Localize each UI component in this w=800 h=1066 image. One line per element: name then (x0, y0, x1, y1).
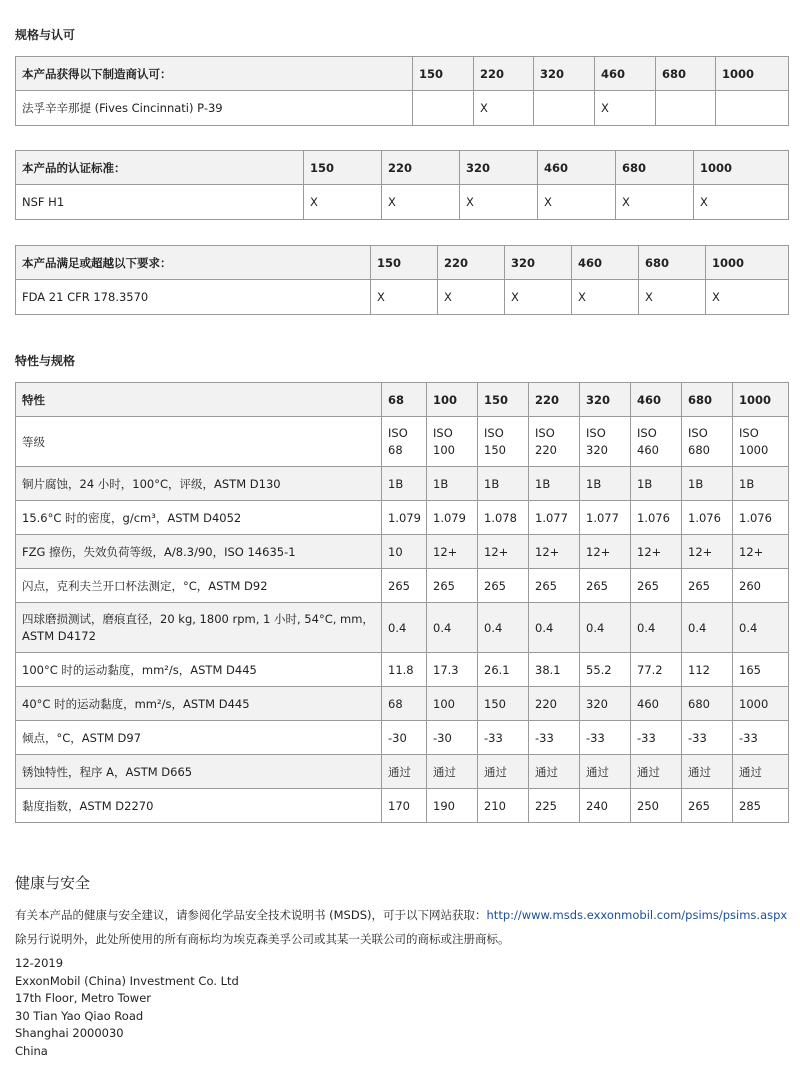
address-country: China (15, 1043, 48, 1058)
grade-header: 680 (639, 246, 706, 280)
row-label: 铜片腐蚀，24 小时，100°C，评级，ASTM D130 (16, 467, 382, 501)
table-cell: 0.4 (580, 603, 631, 653)
table-cell: 1.076 (733, 501, 789, 535)
table-cell: 38.1 (529, 653, 580, 687)
table-cell: 12+ (427, 535, 478, 569)
table-cell: 0.4 (529, 603, 580, 653)
table-cell: 12+ (631, 535, 682, 569)
table-cell: 190 (427, 789, 478, 823)
grade-header: 460 (595, 57, 656, 91)
table-cell: ISO 100 (427, 417, 478, 467)
table-cell: 通过 (580, 755, 631, 789)
table-cell: 680 (682, 687, 733, 721)
row-label: FZG 擦伤，失效负荷等级，A/8.3/90，ISO 14635-1 (16, 535, 382, 569)
table-row (16, 280, 789, 315)
table-cell: 1B (478, 467, 529, 501)
table-cell: 68 (382, 687, 427, 721)
grade-header: 150 (304, 151, 382, 185)
table-cell: 12+ (529, 535, 580, 569)
address-line: 17th Floor, Metro Tower (15, 991, 151, 1005)
grade-header: 220 (529, 383, 580, 417)
grade-header: 100 (427, 383, 478, 417)
doc-date: 12-2019 (15, 956, 64, 970)
table-row (16, 569, 789, 603)
table-cell: X (438, 280, 505, 315)
table-row (16, 417, 789, 467)
grade-header: 320 (580, 383, 631, 417)
table-cell: 12+ (733, 535, 789, 569)
table-cell: 0.4 (682, 603, 733, 653)
grade-header: 1000 (733, 383, 789, 417)
grade-header: 460 (538, 151, 616, 185)
table-cell: ISO 220 (529, 417, 580, 467)
table-header-row (16, 151, 789, 185)
grade-header: 68 (382, 383, 427, 417)
table-row (16, 687, 789, 721)
grade-header: 150 (478, 383, 529, 417)
table-cell: 0.4 (382, 603, 427, 653)
table-cell: X (371, 280, 438, 315)
row-label: 100°C 时的运动黏度，mm²/s，ASTM D445 (16, 653, 382, 687)
table-cell: 265 (478, 569, 529, 603)
grade-header: 680 (682, 383, 733, 417)
table-cell: 1B (733, 467, 789, 501)
table-cell: ISO 460 (631, 417, 682, 467)
grade-header: 1000 (694, 151, 789, 185)
table-cell: ISO 320 (580, 417, 631, 467)
row-label: 40°C 时的运动黏度，mm²/s，ASTM D445 (16, 687, 382, 721)
grade-header: 150 (371, 246, 438, 280)
table-cell: 77.2 (631, 653, 682, 687)
table-cell: 460 (631, 687, 682, 721)
grade-header: 460 (631, 383, 682, 417)
table-cell: 265 (631, 569, 682, 603)
grade-header: 220 (438, 246, 505, 280)
table-header-label: 本产品满足或超越以下要求： (16, 246, 371, 280)
table-cell: 1B (631, 467, 682, 501)
table-cell: X (616, 185, 694, 220)
table-cell: 通过 (733, 755, 789, 789)
company-name: ExxonMobil (China) Investment Co. Ltd (15, 973, 239, 988)
certification-table (15, 150, 789, 220)
table-cell (534, 91, 595, 126)
table-row (16, 91, 789, 126)
row-label: 等级 (16, 417, 382, 467)
table-row (16, 721, 789, 755)
row-label: 15.6°C 时的密度，g/cm³，ASTM D4052 (16, 501, 382, 535)
table-row (16, 755, 789, 789)
table-cell: 12+ (580, 535, 631, 569)
table-cell: 165 (733, 653, 789, 687)
table-cell (656, 91, 716, 126)
table-header-label: 本产品获得以下制造商认可： (16, 57, 413, 91)
row-label: NSF H1 (16, 185, 304, 220)
table-cell: 265 (682, 789, 733, 823)
table-cell: X (460, 185, 538, 220)
table-cell: 1000 (733, 687, 789, 721)
row-label: 闪点，克利夫兰开口杯法测定，°C，ASTM D92 (16, 569, 382, 603)
trademark-paragraph: 除另行说明外，此处所使用的所有商标均为埃克森美孚公司或其某一关联公司的商标或注册商标。 (15, 932, 510, 946)
table-cell: 320 (580, 687, 631, 721)
table-row (16, 501, 789, 535)
table-cell: X (382, 185, 460, 220)
company-address (15, 955, 239, 1060)
table-cell: 1B (529, 467, 580, 501)
row-label: 锈蚀特性，程序 A，ASTM D665 (16, 755, 382, 789)
row-label: 四球磨损测试，磨痕直径，20 kg, 1800 rpm, 1 小时, 54°C, mm，ASTM D4172 (16, 603, 382, 653)
table-cell: 0.4 (427, 603, 478, 653)
table-header-row (16, 383, 789, 417)
table-cell: 1B (580, 467, 631, 501)
table-cell: -33 (580, 721, 631, 755)
table-cell: 通过 (631, 755, 682, 789)
grade-header: 220 (474, 57, 534, 91)
section-title-properties: 特性与规格 (15, 354, 76, 368)
oem-approvals-table (15, 56, 789, 126)
table-cell: -33 (529, 721, 580, 755)
table-cell: 170 (382, 789, 427, 823)
table-row (16, 653, 789, 687)
table-header-label: 本产品的认证标准： (16, 151, 304, 185)
table-cell: 265 (427, 569, 478, 603)
table-cell: ISO 1000 (733, 417, 789, 467)
table-cell: X (694, 185, 789, 220)
row-label: 倾点，°C，ASTM D97 (16, 721, 382, 755)
table-header-label: 特性 (16, 383, 382, 417)
table-row (16, 789, 789, 823)
table-cell: X (538, 185, 616, 220)
table-cell: 10 (382, 535, 427, 569)
table-cell: 1B (427, 467, 478, 501)
grade-header: 320 (460, 151, 538, 185)
table-cell: 1.076 (682, 501, 733, 535)
table-cell: 220 (529, 687, 580, 721)
table-cell: -33 (631, 721, 682, 755)
table-cell: 265 (580, 569, 631, 603)
grade-header: 320 (534, 57, 595, 91)
row-label: 黏度指数，ASTM D2270 (16, 789, 382, 823)
table-cell: -30 (382, 721, 427, 755)
table-cell: 12+ (478, 535, 529, 569)
table-cell: ISO 68 (382, 417, 427, 467)
table-cell: 1B (682, 467, 733, 501)
table-cell: 250 (631, 789, 682, 823)
table-cell: -33 (733, 721, 789, 755)
table-cell: 265 (529, 569, 580, 603)
table-cell: 1.078 (478, 501, 529, 535)
table-cell: 0.4 (631, 603, 682, 653)
table-cell: 210 (478, 789, 529, 823)
table-cell: 265 (682, 569, 733, 603)
table-cell: 225 (529, 789, 580, 823)
table-cell: 通过 (478, 755, 529, 789)
grade-header: 320 (505, 246, 572, 280)
table-cell: X (572, 280, 639, 315)
table-cell: 1.079 (427, 501, 478, 535)
health-safety-title: 健康与安全 (15, 874, 91, 892)
table-row (16, 185, 789, 220)
grade-header: 680 (616, 151, 694, 185)
table-cell: X (505, 280, 572, 315)
table-row (16, 535, 789, 569)
properties-table (15, 382, 789, 823)
table-cell: 240 (580, 789, 631, 823)
table-cell (413, 91, 474, 126)
table-cell: 0.4 (478, 603, 529, 653)
table-cell: 285 (733, 789, 789, 823)
table-cell: 通过 (682, 755, 733, 789)
grade-header: 1000 (716, 57, 789, 91)
table-cell: ISO 680 (682, 417, 733, 467)
table-row (16, 603, 789, 653)
table-cell: -33 (478, 721, 529, 755)
table-cell: 通过 (529, 755, 580, 789)
table-header-row (16, 57, 789, 91)
table-cell: 1.077 (529, 501, 580, 535)
table-cell: 1.076 (631, 501, 682, 535)
table-cell: 150 (478, 687, 529, 721)
table-cell: 112 (682, 653, 733, 687)
table-row (16, 467, 789, 501)
table-cell: 1.077 (580, 501, 631, 535)
requirements-table (15, 245, 789, 315)
table-cell: 265 (382, 569, 427, 603)
row-label: FDA 21 CFR 178.3570 (16, 280, 371, 315)
table-cell: ISO 150 (478, 417, 529, 467)
table-cell: 17.3 (427, 653, 478, 687)
address-line: 30 Tian Yao Qiao Road (15, 1008, 144, 1023)
address-line: Shanghai 2000030 (15, 1026, 124, 1040)
table-cell: 0.4 (733, 603, 789, 653)
grade-header: 460 (572, 246, 639, 280)
grade-header: 680 (656, 57, 716, 91)
table-cell: X (595, 91, 656, 126)
table-cell: 11.8 (382, 653, 427, 687)
table-cell: -30 (427, 721, 478, 755)
msds-link[interactable]: http://www.msds.exxonmobil.com/psims/psims.aspx (486, 908, 788, 922)
table-cell: 1.079 (382, 501, 427, 535)
table-cell: 通过 (382, 755, 427, 789)
table-cell: 12+ (682, 535, 733, 569)
table-cell: X (639, 280, 706, 315)
table-cell: 100 (427, 687, 478, 721)
table-cell: 通过 (427, 755, 478, 789)
health-safety-paragraph (15, 907, 787, 923)
table-cell: 1B (382, 467, 427, 501)
grade-header: 1000 (706, 246, 789, 280)
table-cell: 55.2 (580, 653, 631, 687)
msds-text: 有关本产品的健康与安全建议，请参阅化学品安全技术说明书 (MSDS)，可于以下网站获取： (15, 908, 487, 922)
grade-header: 150 (413, 57, 474, 91)
row-label: 法孚辛辛那提 (Fives Cincinnati) P-39 (16, 91, 413, 126)
table-cell: X (304, 185, 382, 220)
table-cell: X (706, 280, 789, 315)
table-cell: 260 (733, 569, 789, 603)
table-header-row (16, 246, 789, 280)
table-cell: X (474, 91, 534, 126)
table-cell: -33 (682, 721, 733, 755)
section-title-specs: 规格与认可 (15, 28, 76, 42)
grade-header: 220 (382, 151, 460, 185)
table-cell: 26.1 (478, 653, 529, 687)
table-cell (716, 91, 789, 126)
